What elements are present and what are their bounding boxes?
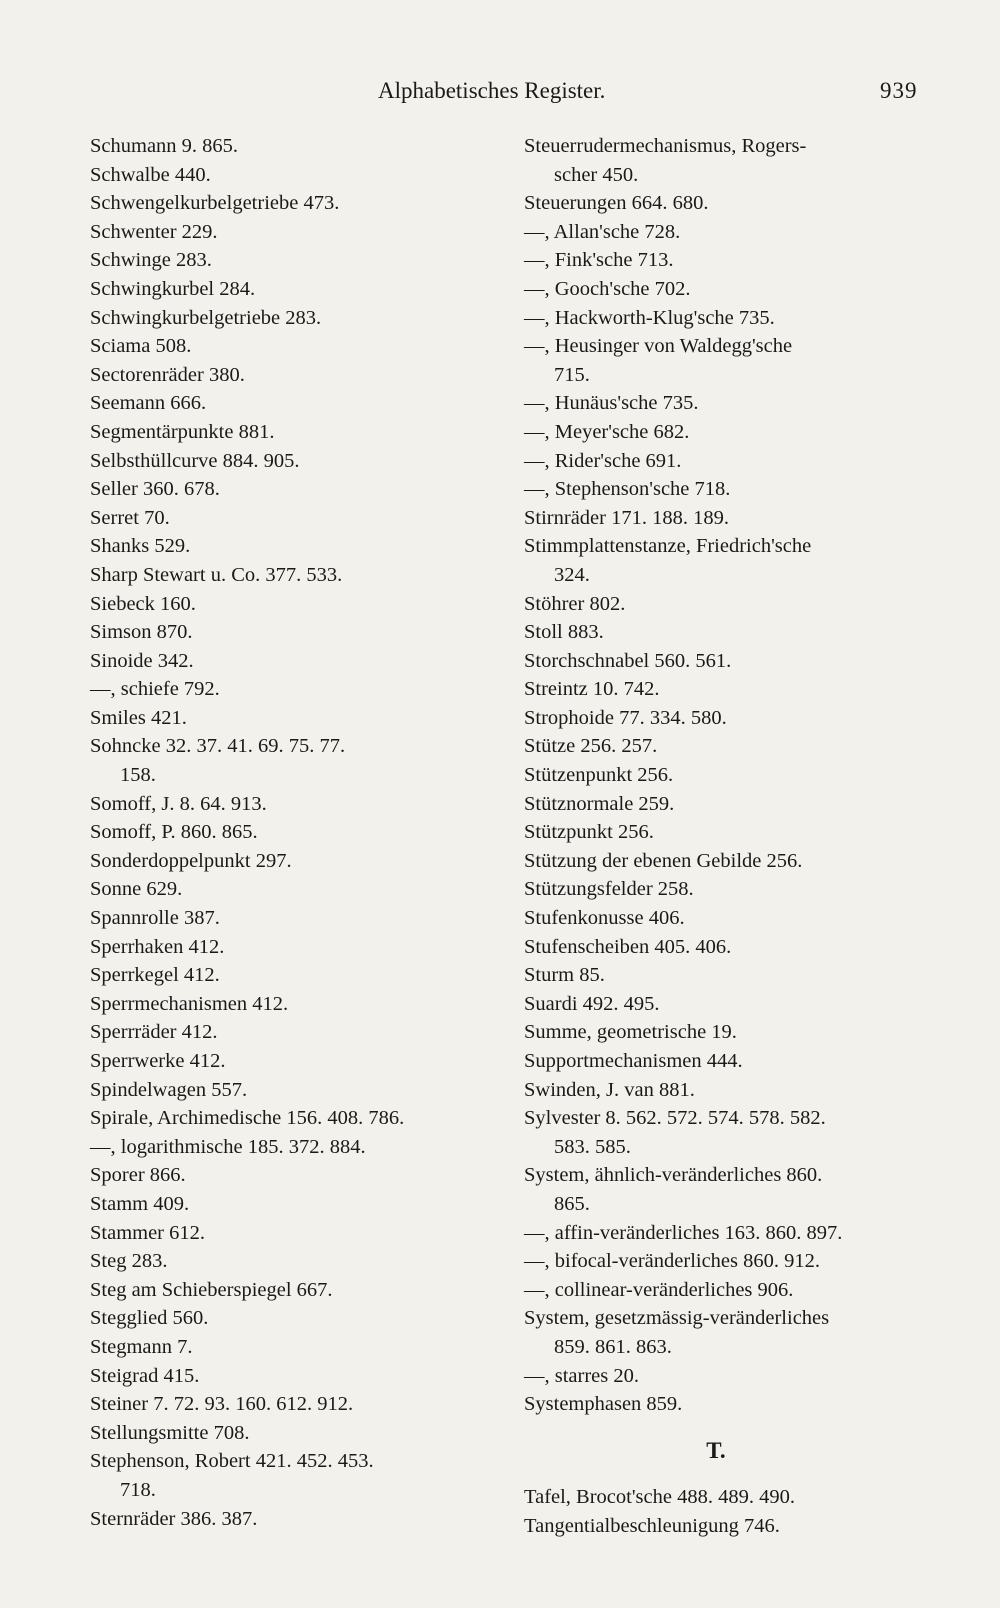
index-entry: scher 450.: [554, 163, 639, 186]
index-entry: Somoff, J. 8. 64. 913.: [90, 792, 267, 815]
index-entry: Schwingkurbel 284.: [90, 277, 256, 300]
index-entry: Stephenson, Robert 421. 452. 453.: [90, 1450, 374, 1473]
index-entry: Stegglied 560.: [90, 1307, 209, 1330]
page-header: [0, 74, 1000, 108]
index-entry: 583. 585.: [554, 1135, 631, 1158]
page-number: 939: [880, 78, 918, 103]
index-entry: Stimmplattenstanze, Friedrich'sche: [524, 535, 812, 558]
index-entry: Sonne 629.: [90, 878, 183, 901]
index-entry: —, Hunäus'sche 735.: [524, 392, 699, 415]
index-entry: Sohncke 32. 37. 41. 69. 75. 77.: [90, 735, 346, 758]
index-entry: Schwengelkurbelgetriebe 473.: [90, 192, 340, 215]
index-entry: Spindelwagen 557.: [90, 1078, 248, 1101]
index-entry: —, schiefe 792.: [90, 678, 220, 701]
index-entry: —, Stephenson'sche 718.: [524, 478, 731, 501]
index-entry: —, Fink'sche 713.: [524, 249, 674, 272]
index-entry: Summe, geometrische 19.: [524, 1021, 737, 1044]
index-entry: —, Rider'sche 691.: [524, 449, 682, 472]
index-entry: Supportmechanismen 444.: [524, 1050, 743, 1072]
index-entry: Schwenter 229.: [90, 220, 218, 243]
index-entry: Serret 70.: [90, 506, 170, 529]
index-entry: Schwinge 283.: [90, 249, 212, 272]
index-entry: —, Gooch'sche 702.: [524, 277, 691, 300]
index-entry: Suardi 492. 495.: [524, 992, 660, 1015]
index-entry: Smiles 421.: [90, 706, 187, 729]
index-entry: Sonderdoppelpunkt 297.: [90, 849, 292, 872]
index-entry: Schumann 9. 865.: [90, 135, 239, 157]
right-index-column: [524, 132, 934, 1541]
index-entry: 718.: [120, 1478, 156, 1501]
left-index-column: [90, 132, 500, 1533]
index-entry: Simson 870.: [90, 621, 193, 644]
index-entry: Steiner 7. 72. 93. 160. 612. 912.: [90, 1393, 354, 1416]
index-entry: Sinoide 342.: [90, 649, 194, 672]
index-entry: Stufenscheiben 405. 406.: [524, 935, 732, 958]
index-entry: Sectorenräder 380.: [90, 363, 245, 386]
index-entry: Swinden, J. van 881.: [524, 1078, 695, 1101]
index-entry: Tangentialbeschleunigung 746.: [524, 1514, 780, 1537]
index-entry: Stütznormale 259.: [524, 792, 675, 815]
index-entry: Siebeck 160.: [90, 592, 196, 615]
section-gap: [524, 1419, 934, 1437]
index-entry: Sperrräder 412.: [90, 1021, 218, 1044]
index-entry: Stirnräder 171. 188. 189.: [524, 506, 729, 529]
index-entry: Steg am Schieberspiegel 667.: [90, 1278, 333, 1301]
index-entry: Steigrad 415.: [90, 1364, 200, 1387]
index-entry: Sciama 508.: [90, 335, 192, 358]
index-entry: Steuerrudermechanismus, Rogers-: [524, 135, 807, 157]
index-entry: Sperrkegel 412.: [90, 964, 220, 987]
index-entry: —, starres 20.: [524, 1364, 640, 1387]
index-entry: Sylvester 8. 562. 572. 574. 578. 582.: [524, 1107, 826, 1130]
index-entry: —, Hackworth-Klug'sche 735.: [524, 306, 775, 329]
index-entry: —, Heusinger von Waldegg'sche: [524, 335, 793, 358]
index-entry: Sperrhaken 412.: [90, 935, 225, 958]
index-entry: —, bifocal-veränderliches 860. 912.: [524, 1250, 821, 1273]
index-entry: System, ähnlich-veränderliches 860.: [524, 1164, 823, 1187]
index-entry: Stufenkonusse 406.: [524, 907, 685, 930]
index-entry: Sturm 85.: [524, 964, 605, 987]
index-entry: Schwalbe 440.: [90, 163, 211, 186]
index-entry: System, gesetzmässig-veränderliches: [524, 1307, 830, 1330]
index-entry: Steuerungen 664. 680.: [524, 192, 709, 215]
index-entry: Stützpunkt 256.: [524, 821, 654, 844]
index-entry: Tafel, Brocot'sche 488. 489. 490.: [524, 1486, 795, 1509]
index-entry: Sporer 866.: [90, 1164, 186, 1187]
index-entry: Stammer 612.: [90, 1221, 206, 1244]
index-entry: Spirale, Archimedische 156. 408. 786.: [90, 1107, 405, 1130]
index-entry: Sperrmechanismen 412.: [90, 992, 289, 1015]
index-entry: Seemann 666.: [90, 392, 207, 415]
index-entry: Stegmann 7.: [90, 1335, 193, 1358]
index-entry: Segmentärpunkte 881.: [90, 420, 275, 443]
index-entry: Stellungsmitte 708.: [90, 1421, 250, 1444]
index-entry: Stamm 409.: [90, 1192, 190, 1215]
index-entry: Strophoide 77. 334. 580.: [524, 706, 727, 729]
index-entry: Systemphasen 859.: [524, 1393, 683, 1416]
index-entry: Stöhrer 802.: [524, 592, 626, 615]
running-title: Alphabetisches Register.: [378, 78, 606, 103]
index-entry: Schwingkurbelgetriebe 283.: [90, 306, 322, 329]
index-entry: Sternräder 386. 387.: [90, 1507, 258, 1530]
index-entry: —, Allan'sche 728.: [524, 220, 681, 243]
index-entry: Somoff, P. 860. 865.: [90, 821, 258, 844]
index-entry: Stützungsfelder 258.: [524, 878, 694, 901]
index-entry: Storchschnabel 560. 561.: [524, 649, 732, 672]
index-entry: Stützenpunkt 256.: [524, 764, 674, 787]
index-entry: 865.: [554, 1192, 590, 1215]
index-entry: Stützung der ebenen Gebilde 256.: [524, 849, 803, 872]
index-entry: 859. 861. 863.: [554, 1335, 672, 1358]
index-entry: Sperrwerke 412.: [90, 1050, 226, 1072]
index-entry: Stoll 883.: [524, 621, 604, 644]
index-entry: —, collinear-veränderliches 906.: [524, 1278, 794, 1301]
index-entry: Steg 283.: [90, 1250, 168, 1273]
index-entry: Stütze 256. 257.: [524, 735, 658, 758]
index-entry: Streintz 10. 742.: [524, 678, 660, 701]
index-entry: —, affin-veränderliches 163. 860. 897.: [524, 1221, 843, 1244]
section-gap: [524, 1465, 934, 1483]
index-entry: Sharp Stewart u. Co. 377. 533.: [90, 563, 343, 586]
index-entry: —, logarithmische 185. 372. 884.: [90, 1135, 366, 1158]
index-entry: Spannrolle 387.: [90, 907, 220, 930]
index-entry: Seller 360. 678.: [90, 478, 220, 501]
section-heading: T.: [706, 1437, 726, 1463]
index-entry: Shanks 529.: [90, 535, 191, 558]
index-entry: 324.: [554, 563, 590, 586]
index-entry: 158.: [120, 764, 156, 787]
index-entry: Selbsthüllcurve 884. 905.: [90, 449, 300, 472]
index-entry: 715.: [554, 363, 590, 386]
index-entry: —, Meyer'sche 682.: [524, 420, 690, 443]
